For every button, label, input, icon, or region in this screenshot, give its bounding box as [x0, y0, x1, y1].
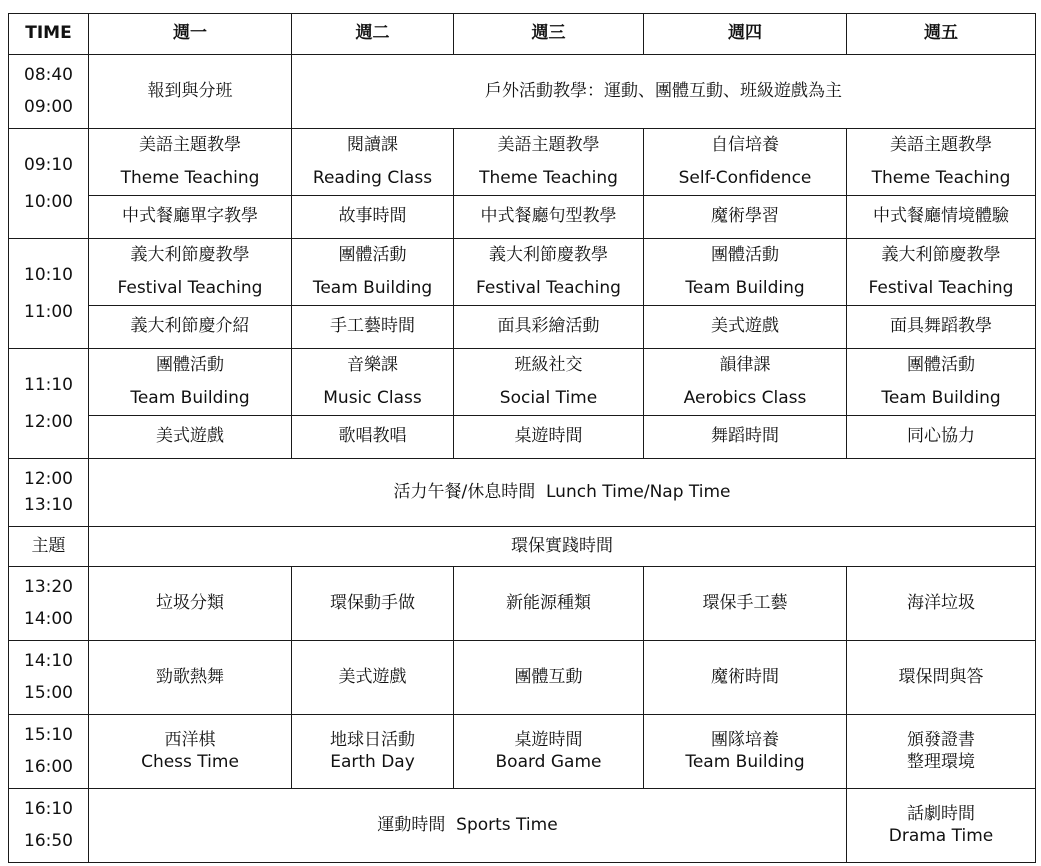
activity-zh: 義大利節慶教學	[130, 244, 250, 265]
activity-cell	[89, 349, 292, 416]
row-0910-top	[9, 129, 1036, 196]
activity-cell: 面具彩繪活動	[454, 306, 644, 349]
time-slot-1110	[9, 349, 89, 459]
activity-zh: 頒發證書	[907, 730, 975, 751]
activity-cell: 環保問與答	[847, 641, 1036, 715]
activity-en: 整理環境	[907, 751, 975, 772]
activity-zh: 桌遊時間	[514, 730, 583, 751]
activity-en: Team Building	[312, 278, 433, 298]
activity-cell: 海洋垃圾	[847, 567, 1036, 641]
row-1510	[9, 715, 1036, 789]
activity-en: Earth Day	[330, 751, 415, 772]
activity-cell	[292, 129, 454, 196]
activity-cell: 面具舞蹈教學	[847, 306, 1036, 349]
activity-cell	[644, 239, 847, 306]
activity-cell: 垃圾分類	[89, 567, 292, 641]
activity-cell: 故事時間	[292, 196, 454, 239]
activity-zh: 閱讀課	[347, 134, 398, 155]
activity-cell	[644, 349, 847, 416]
activity-en: Team Building	[130, 388, 250, 408]
time-end: 15:00	[24, 682, 73, 703]
day-header-tue: 週二	[292, 14, 454, 55]
activity-zh: 地球日活動	[330, 730, 415, 751]
activity-en: Theme Teaching	[871, 168, 1011, 188]
day-header-wed: 週三	[454, 14, 644, 55]
activity-en: Board Game	[495, 751, 602, 772]
activity-cell: 義大利節慶介紹	[89, 306, 292, 349]
activity-en: Team Building	[685, 278, 805, 298]
activity-zh: 自信培養	[711, 134, 779, 155]
activity-en: Festival Teaching	[476, 278, 621, 298]
row-0910-bottom	[9, 196, 1036, 239]
activity-cell	[847, 239, 1036, 306]
activity-cell: 環保手工藝	[644, 567, 847, 641]
schedule-table	[8, 13, 1036, 863]
row-0840	[9, 55, 1036, 129]
theme-row	[9, 527, 1036, 567]
time-start: 16:10	[24, 799, 73, 819]
time-start: 09:10	[24, 155, 73, 175]
row-1320	[9, 567, 1036, 641]
time-slot-1010	[9, 239, 89, 349]
time-end: 16:00	[24, 756, 73, 777]
activity-cell	[454, 239, 644, 306]
activity-zh: 美語主題教學	[890, 134, 992, 155]
row-1010-top	[9, 239, 1036, 306]
activity-cell: 中式餐廳句型教學	[454, 196, 644, 239]
time-end: 09:00	[24, 96, 73, 117]
activity-cell: 中式餐廳情境體驗	[847, 196, 1036, 239]
activity-en: Chess Time	[141, 751, 239, 772]
time-start: 14:10	[24, 651, 73, 671]
time-end: 14:00	[24, 608, 73, 629]
day-header-mon: 週一	[89, 14, 292, 55]
activity-cell: 同心協力	[847, 416, 1036, 459]
time-start: 13:20	[24, 577, 73, 597]
theme-label: 主題	[9, 527, 89, 567]
activity-en: Team Building	[881, 388, 1001, 408]
activity-cell: 手工藝時間	[292, 306, 454, 349]
activity-zh: 美語主題教學	[497, 134, 600, 155]
activity-en: Festival Teaching	[868, 278, 1014, 298]
activity-cell	[292, 715, 454, 789]
time-end: 12:00	[24, 411, 73, 432]
activity-cell	[644, 129, 847, 196]
activity-en: Self-Confidence	[678, 168, 812, 188]
theme-title: 環保實踐時間	[89, 527, 1036, 567]
activity-cell	[847, 129, 1036, 196]
activity-zh: 義大利節慶教學	[489, 244, 608, 265]
time-end: 16:50	[24, 830, 73, 851]
row-1410	[9, 641, 1036, 715]
activity-cell	[644, 715, 847, 789]
activity-zh: 話劇時間	[907, 804, 975, 825]
activity-zh: 韻律課	[719, 354, 771, 375]
time-header: TIME	[9, 14, 89, 55]
activity-en: Aerobics Class	[683, 388, 807, 408]
activity-en: Team Building	[685, 751, 805, 772]
header-row	[9, 14, 1036, 55]
activity-cell: 團體互動	[454, 641, 644, 715]
sports-cell: 運動時間 Sports Time	[89, 789, 847, 863]
activity-en: Social Time	[499, 388, 598, 408]
activity-zh: 義大利節慶教學	[881, 244, 1001, 265]
activity-en: Theme Teaching	[479, 168, 618, 188]
row-1010-bottom	[9, 306, 1036, 349]
time-start: 08:40	[24, 65, 73, 85]
activity-cell: 環保動手做	[292, 567, 454, 641]
activity-zh: 西洋棋	[164, 730, 216, 751]
activity-cell	[454, 349, 644, 416]
time-end: 11:00	[24, 301, 73, 322]
activity-cell: 中式餐廳單字教學	[89, 196, 292, 239]
activity-cell: 美式遊戲	[292, 641, 454, 715]
time-start: 12:00	[24, 469, 73, 489]
outdoor-activity-cell: 戶外活動教學：運動、團體互動、班級遊戲為主	[292, 55, 1036, 129]
lunch-cell: 活力午餐/休息時間 Lunch Time/Nap Time	[89, 459, 1036, 527]
activity-cell	[89, 715, 292, 789]
activity-zh: 團體活動	[338, 244, 407, 265]
activity-zh: 團體活動	[907, 354, 975, 375]
time-slot-1610	[9, 789, 89, 863]
activity-cell	[292, 349, 454, 416]
activity-cell	[89, 239, 292, 306]
activity-cell	[89, 129, 292, 196]
activity-zh: 音樂課	[347, 354, 398, 375]
activity-zh: 團隊培養	[711, 730, 779, 751]
activity-cell: 歌唱教唱	[292, 416, 454, 459]
time-slot-1200	[9, 459, 89, 527]
row-1110-bottom	[9, 416, 1036, 459]
activity-cell	[847, 715, 1036, 789]
activity-zh: 班級社交	[514, 354, 583, 375]
activity-cell: 新能源種類	[454, 567, 644, 641]
row-1200	[9, 459, 1036, 527]
activity-cell	[847, 349, 1036, 416]
time-slot-1320	[9, 567, 89, 641]
activity-zh: 美語主題教學	[139, 134, 241, 155]
activity-cell: 美式遊戲	[644, 306, 847, 349]
row-1110-top	[9, 349, 1036, 416]
activity-en: Drama Time	[888, 825, 994, 846]
activity-cell: 魔術時間	[644, 641, 847, 715]
activity-zh: 團體活動	[711, 244, 779, 265]
row-1610	[9, 789, 1036, 863]
activity-en: Reading Class	[312, 168, 433, 188]
time-start: 15:10	[24, 725, 73, 745]
activity-cell	[454, 129, 644, 196]
activity-cell	[454, 715, 644, 789]
activity-cell: 桌遊時間	[454, 416, 644, 459]
activity-en: Theme Teaching	[120, 168, 260, 188]
drama-cell	[847, 789, 1036, 863]
time-slot-0910	[9, 129, 89, 239]
time-start: 11:10	[24, 375, 73, 395]
time-slot-0840	[9, 55, 89, 129]
activity-cell: 美式遊戲	[89, 416, 292, 459]
activity-cell: 舞蹈時間	[644, 416, 847, 459]
time-slot-1510	[9, 715, 89, 789]
day-header-fri: 週五	[847, 14, 1036, 55]
activity-cell	[292, 239, 454, 306]
checkin-cell: 報到與分班	[89, 55, 292, 129]
activity-en: Music Class	[323, 388, 422, 408]
time-start: 10:10	[24, 265, 73, 285]
day-header-thu: 週四	[644, 14, 847, 55]
time-end: 13:10	[24, 494, 73, 515]
time-end: 10:00	[24, 191, 73, 212]
activity-cell: 魔術學習	[644, 196, 847, 239]
time-slot-1410	[9, 641, 89, 715]
activity-cell: 勁歌熱舞	[89, 641, 292, 715]
activity-en: Festival Teaching	[117, 278, 263, 298]
activity-zh: 團體活動	[156, 354, 224, 375]
